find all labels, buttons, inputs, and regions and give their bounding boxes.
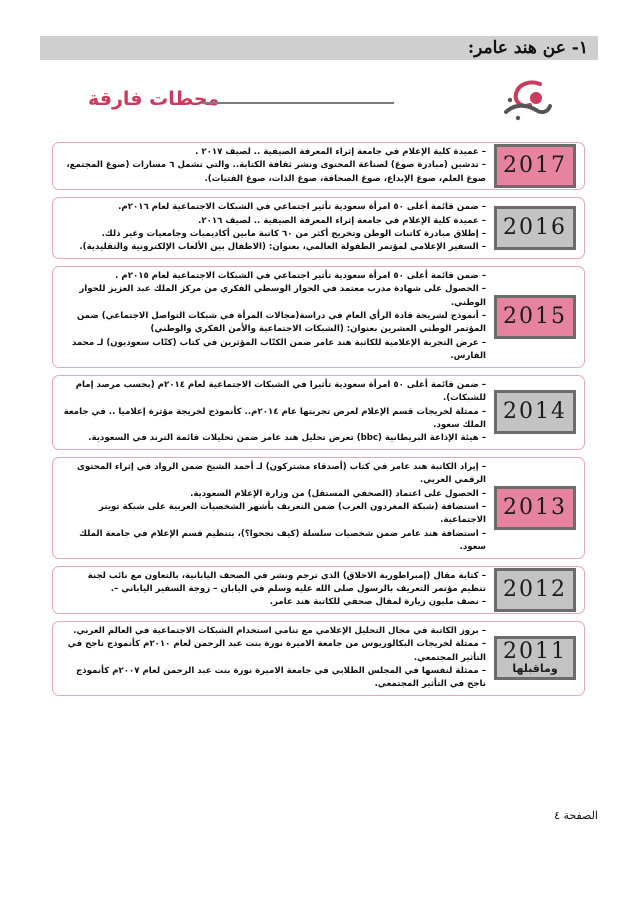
list-item: – تدشين (مبادرة صوغ) لصناعة المحتوى ونشر ثقافة الكتابة.. والتي تشمل ٦ مسارات (صوغ المجتمع، صوغ العلم، صوغ الإبداع، صوغ الصحافة، صوغ الذات، صوغ الفتيات). bbox=[66, 160, 486, 184]
year-number: 2013 bbox=[503, 494, 567, 520]
year-card-2014 bbox=[52, 375, 585, 450]
year-number: 2017 bbox=[503, 153, 567, 179]
list-item: – عرض التجربة الإعلامية للكاتبة هند عامر ضمن الكتّاب المؤثرين في كتاب (كتّاب سعوديون) لـ محمد الفارس. bbox=[71, 337, 486, 362]
stations-header bbox=[82, 78, 554, 130]
list-item: – استضافة (شبكة المغردون العرب) ضمن التعريف بأشهر الشخصيات العربية على شبكة تويتر الاجتماعية. bbox=[98, 501, 486, 526]
list-item: – نصف مليون زيارة لمقال صحفي للكاتبة هند عامر. bbox=[269, 597, 486, 608]
year-number: 2014 bbox=[503, 399, 567, 425]
year-badge-2013 bbox=[494, 486, 576, 530]
list-item: – ضمن قائمة أعلى ٥٠ امرأة سعودية تأثيرا في الشبكات الاجتماعية لعام ٢٠١٤م (بحسب مرصد إمام للشبكات). bbox=[75, 379, 486, 404]
year-suffix: وماقبلها bbox=[512, 662, 558, 676]
header-title: محطات فارقة bbox=[88, 88, 220, 110]
list-item: – ضمن قائمة أعلى ٥٠ امرأة سعودية تأثير اجتماعي في الشبكات الاجتماعية لعام ٢٠١٦م. bbox=[118, 202, 486, 213]
year-number: 2012 bbox=[503, 576, 567, 602]
year-badge-2014 bbox=[494, 390, 576, 434]
list-item: – إيراد الكاتبة هند عامر في كتاب (أصدقاء مشتركون) لـ أحمد الشيخ ضمن الرواد في إثراء المحتوى الرقمي العربي. bbox=[77, 461, 486, 486]
page-number: الصفحة ٤ bbox=[554, 809, 598, 822]
list-item: – كتابة مقال (إمبراطورية الاخلاق) الذي ترجم ونشر في الصحف اليابانية، بالتعاون مع نائب لجنة تنظيم مؤتمر التعريف بالرسول صلى الله عليه وسلم في اليابان – زوجة السفير الياباني –. bbox=[87, 570, 486, 594]
list-item: – الحصول على اعتماد (الصحفي المستقل) من وزارة الإعلام السعودية. bbox=[190, 488, 486, 499]
list-item: – السفير الإعلامي لمؤتمر الطفولة العالمي، بعنوان: (الاطفال بين الألعاب الإلكترونية والتقليدية). bbox=[79, 242, 486, 253]
year-card-2015 bbox=[52, 266, 585, 368]
list-item: – ممثلة لخريجات قسم الإعلام لعرض تجربتها عام ٢٠١٤م.. كأنموذج لخريجة مؤثرة إعلاميا .. في جامعة الملك سعود. bbox=[63, 406, 486, 430]
year-card-2013 bbox=[52, 457, 585, 559]
list-item: – عميدة كلية الإعلام في جامعة إثراء المعرفة الصيفية .. لصيف ٢٠١٦. bbox=[198, 215, 486, 226]
list-item: – استضافة هند عامر ضمن شخصيات سلسلة (كيف نجحوا؟)، بتنظيم قسم الإعلام في جامعة الملك سعود. bbox=[79, 528, 486, 553]
year-badge-2016 bbox=[494, 206, 576, 250]
year-number: 2016 bbox=[503, 215, 567, 241]
list-item: – ممثلة لنفسها في المجلس الطلابي في جامعة الاميرة نورة بنت عبد الرحمن لعام ٢٠٠٧م كأنموذج ناجح في التأثير المجتمعي. bbox=[76, 666, 486, 690]
list-item: – أنموذج لشريحة قادة الرأي العام في دراسة(مجالات المرأة في شبكات التواصل الاجتماعي) ضمن المؤتمر الوطني العشرين بعنوان: (الشبكات الاجتماعية والأمن الفكري والوطني) bbox=[76, 311, 486, 335]
year-card-2016 bbox=[52, 197, 585, 259]
list-item: – إطلاق مبادرة كاتبات الوطن وتخريج أكثر من ٦٠ كاتبة مابين أكاديميات وجامعيات وغير ذلك. bbox=[101, 229, 486, 240]
year-badge-2017 bbox=[494, 144, 576, 188]
year-badge-2015 bbox=[494, 295, 576, 339]
header-divider bbox=[202, 102, 394, 104]
list-item: – هيئة الإذاعة البريطانية (bbc) تعرض تحليل هند عامر ضمن تحليلات قائمة الترند في السعودية. bbox=[88, 433, 486, 444]
timeline bbox=[52, 142, 585, 703]
logo-mark bbox=[496, 78, 554, 128]
list-item: – ضمن قائمة أعلى ٥٠ امرأة سعودية تأثير اجتماعي في الشبكات الاجتماعية لعام ٢٠١٥م . bbox=[115, 270, 486, 281]
list-item: – الحصول على شهادة مدرب معتمد في الحوار الوسطي الفكري من مركز الملك عبد العزيز للحوار الوطني. bbox=[79, 284, 486, 308]
year-card-2011 bbox=[52, 621, 585, 696]
section-heading: ١- عن هند عامر: bbox=[40, 36, 598, 60]
year-number: 2011 bbox=[503, 639, 567, 665]
year-number: 2015 bbox=[503, 303, 567, 329]
year-card-2017 bbox=[52, 142, 585, 190]
list-item: – ممثلة لخريجات البكالوريوس من جامعة الاميرة نورة بنت عبد الرحمن لعام ٢٠١٠م كأنموذج ناجح في التأثير المجتمعي. bbox=[67, 639, 486, 663]
hind-amer-logo bbox=[496, 78, 554, 128]
year-badge-2011 bbox=[494, 636, 576, 680]
list-item: – عميدة كلية الإعلام في جامعة إثراء المعرفة الصيفية .. لصيف ٢٠١٧ . bbox=[195, 147, 486, 157]
list-item: – بروز الكاتبة في مجال التحليل الإعلامي مع تنامي استخدام الشبكات الاجتماعية في العالم العربي. bbox=[73, 625, 486, 636]
year-card-2012 bbox=[52, 566, 585, 614]
year-badge-2012 bbox=[494, 568, 576, 612]
